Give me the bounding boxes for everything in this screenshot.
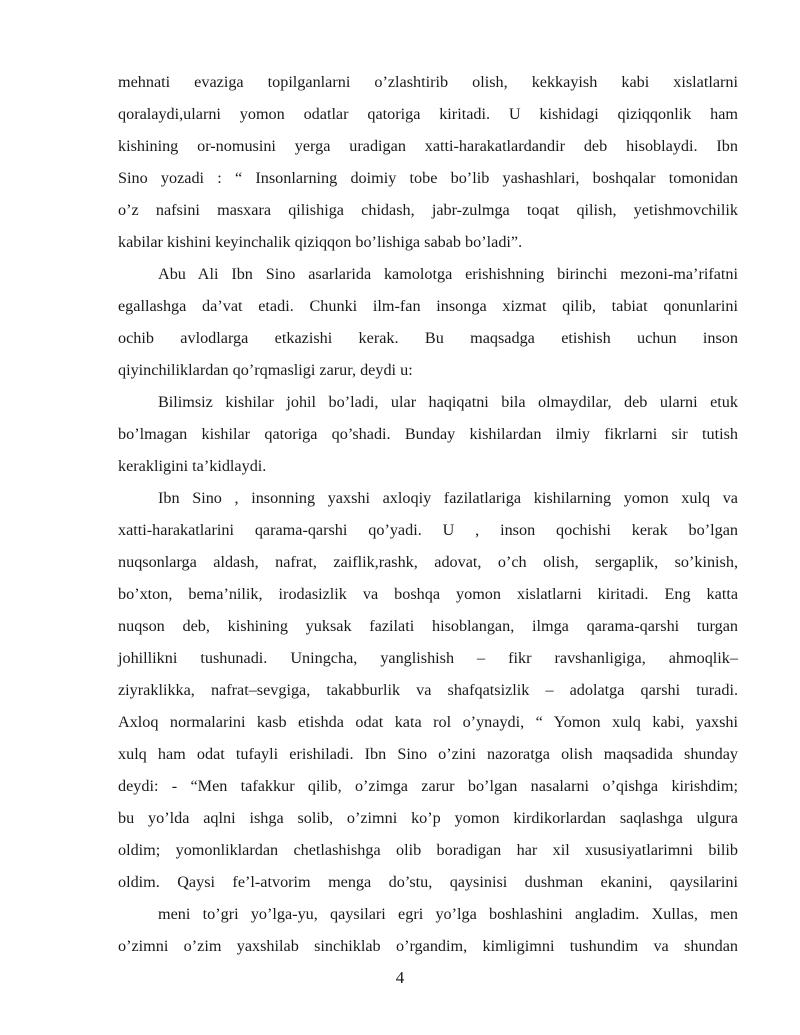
- text-line: oldim; yomonliklardan chetlashishga olib boradigan har xil xususiyatlarimni bilib: [118, 841, 738, 859]
- text-line: johillikni tushunadi. Uningcha, yanglishish – fikr ravshanligiga, ahmoqlik–: [118, 649, 738, 667]
- text-line: bu yo’lda aqlni ishga solib, o’zimni ko’p yomon kirdikorlardan saqlashga ulgura: [118, 809, 738, 827]
- text-line: qoralaydi,ularni yomon odatlar qatoriga kiritadi. U kishidagi qiziqqonlik ham: [118, 105, 738, 123]
- text-line: nuqsonlarga aldash, nafrat, zaiflik,rashk, adovat, o’ch olish, sergaplik, so’kinish,: [118, 553, 738, 571]
- text-line: Axloq normalarini kasb etishda odat kata rol o’ynaydi, “ Yomon xulq kabi, yaxshi: [118, 713, 738, 731]
- paragraph-first-line: Bilimsiz kishilar johil bo’ladi, ular haqiqatni bila olmaydilar, deb ularni etuk: [158, 393, 738, 411]
- text-line: deydi: - “Men tafakkur qilib, o’zimga zarur bo’lgan nasalarni o’qishga kirishdim;: [118, 777, 738, 795]
- text-line: bo’xton, bema’nilik, irodasizlik va boshqa yomon xislatlarni kiritadi. Eng katta: [118, 585, 738, 603]
- text-line: mehnati evaziga topilganlarni o’zlashtirib olish, kekkayish kabi xislatlarni: [118, 73, 738, 91]
- text-line: ziyraklikka, nafrat–sevgiga, takabburlik va shafqatsizlik – adolatga qarshi turadi.: [118, 681, 738, 699]
- page-number: 4: [395, 968, 405, 987]
- text-line: egallashga da’vat etadi. Chunki ilm-fan insonga xizmat qilib, tabiat qonunlarini: [118, 297, 738, 315]
- paragraph-first-line: Abu Ali Ibn Sino asarlarida kamolotga erishishning birinchi mezoni-ma’rifatni: [158, 265, 738, 283]
- text-line: xulq ham odat tufayli erishiladi. Ibn Sino o’zini nazoratga olish maqsadida shunday: [118, 745, 738, 763]
- text-line: xatti-harakatlarini qarama-qarshi qo’yadi. U , inson qochishi kerak bo’lgan: [118, 521, 738, 539]
- text-line: qiyinchiliklardan qo’rqmasligi zarur, deydi u:: [118, 361, 413, 379]
- text-line: kishining or-nomusini yerga uradigan xatti-harakatlardandir deb hisoblaydi. Ibn: [118, 137, 738, 155]
- text-line: o’zimni o’zim yaxshilab sinchiklab o’rgandim, kimligimni tushundim va shundan: [118, 937, 738, 955]
- text-line: ochib avlodlarga etkazishi kerak. Bu maqsadga etishish uchun inson: [118, 329, 738, 347]
- text-line: oldim. Qaysi fe’l-atvorim menga do’stu, qaysinisi dushman ekanini, qaysilarini: [118, 873, 738, 891]
- text-line: bo’lmagan kishilar qatoriga qo’shadi. Bunday kishilardan ilmiy fikrlarni sir tutish: [118, 425, 738, 443]
- paragraph-first-line: Ibn Sino , insonning yaxshi axloqiy fazilatlariga kishilarning yomon xulq va: [158, 489, 738, 507]
- text-line: nuqson deb, kishining yuksak fazilati hisoblangan, ilmga qarama-qarshi turgan: [118, 617, 738, 635]
- text-line: o’z nafsini masxara qilishiga chidash, jabr-zulmga toqat qilish, yetishmovchilik: [118, 201, 738, 219]
- text-line: Sino yozadi : “ Insonlarning doimiy tobe bo’lib yashashlari, boshqalar tomonidan: [118, 169, 738, 187]
- text-line: meni to’gri yo’lga-yu, qaysilari egri yo’lga boshlashini angladim. Xullas, men: [158, 905, 738, 923]
- text-line: kerakligini ta’kidlaydi.: [118, 457, 267, 475]
- text-line: kabilar kishini keyinchalik qiziqqon bo’lishiga sabab bo’ladi”.: [118, 233, 523, 251]
